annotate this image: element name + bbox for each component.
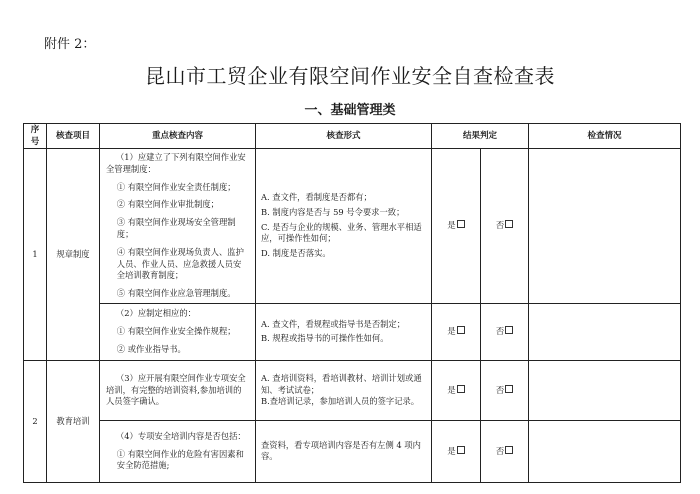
yes-label: 是 [447, 220, 456, 231]
key-item: ② 有限空间作业审批制度； [116, 199, 219, 210]
form-line: D. 制度是否落实。 [261, 248, 331, 259]
item-cell: 规章制度 [47, 149, 100, 361]
yes-checkbox[interactable] [457, 385, 465, 393]
key-item: ② 或作业指导书。 [116, 343, 186, 354]
findings-cell[interactable] [529, 360, 681, 420]
yes-checkbox[interactable] [457, 220, 465, 228]
result-yes-cell [432, 360, 481, 420]
form-line: B.查培训记录，参加培训人员的签字记录。 [261, 396, 420, 407]
table-row [24, 360, 681, 420]
item-cell: 教育培训 [47, 360, 100, 482]
table-row [24, 303, 681, 360]
no-checkbox[interactable] [505, 220, 513, 228]
form-line: B. 规程或指导书的可操作性如何。 [261, 333, 389, 344]
check-form-cell [256, 360, 432, 420]
check-form-cell [256, 420, 432, 482]
key-heading: （4）专项安全培训内容是否包括： [115, 430, 246, 441]
key-content-cell [100, 149, 256, 304]
key-item: ① 有限空间作业的危险有害因素和安全防范措施; [116, 448, 244, 471]
yes-label: 是 [447, 384, 456, 395]
findings-cell[interactable] [529, 303, 681, 360]
col-header-key-content: 重点核查内容 [100, 124, 256, 149]
col-header-check-form: 核查形式 [256, 124, 432, 149]
form-line: A. 查文件，看规程或指导书是否制定； [261, 318, 406, 329]
table-row [24, 149, 681, 304]
result-no-cell [481, 303, 529, 360]
key-content-cell [100, 303, 256, 360]
no-label: 否 [495, 384, 505, 395]
col-header-result: 结果判定 [432, 124, 529, 149]
key-content-cell [100, 360, 256, 420]
yes-label: 是 [447, 326, 456, 337]
yes-checkbox[interactable] [457, 326, 465, 334]
no-checkbox[interactable] [505, 326, 513, 334]
no-label: 否 [495, 220, 505, 231]
key-heading: （3）应开展有限空间作业专项安全培训，有完整的培训资料,参加培训的人员签字确认。 [106, 372, 246, 407]
key-item: ④ 有限空间作业现场负责人、监护人员、作业人员、应急救援人员安全培训教育制度； [116, 246, 244, 281]
key-item: ① 有限空间作业安全操作规程； [116, 326, 236, 337]
key-heading: （1）应建立了下列有限空间作业安全管理制度： [106, 152, 246, 174]
key-item: ⑤ 有限空间作业应急管理制度。 [116, 288, 236, 299]
seq-cell: 1 [24, 149, 47, 361]
document-title: 昆山市工贸企业有限空间作业安全自查检查表 [145, 64, 555, 88]
col-header-findings: 检查情况 [529, 124, 681, 149]
col-header-item: 核查项目 [47, 124, 100, 149]
result-no-cell [481, 149, 529, 304]
seq-cell: 2 [24, 360, 47, 482]
form-line: A. 查培训资料，看培训教材、培训计划或通知、考试试卷； [261, 372, 422, 395]
table-row [24, 420, 681, 482]
result-yes-cell [432, 303, 481, 360]
form-line: B. 制度内容是否与 59 号令要求一致； [261, 206, 405, 217]
key-heading: （2）应制定相应的： [115, 308, 196, 319]
key-item: ③ 有限空间作业现场安全管理制度； [116, 217, 236, 240]
key-item: ① 有限空间作业安全责任制度； [116, 181, 236, 192]
yes-label: 是 [447, 445, 456, 456]
attachment-label: 附件 2： [44, 37, 96, 52]
key-content-cell [100, 420, 256, 482]
check-form-cell [256, 149, 432, 304]
findings-cell[interactable] [529, 420, 681, 482]
result-yes-cell [432, 420, 481, 482]
section-title: 一、基础管理类 [304, 103, 396, 118]
yes-checkbox[interactable] [457, 446, 465, 454]
no-checkbox[interactable] [505, 446, 513, 454]
form-line: C. 是否与企业的规模、业务、管理水平相适应，可操作性如何； [261, 221, 422, 244]
form-line: 查资料，看专项培训内容是否有左侧 4 项内容。 [261, 439, 421, 462]
result-yes-cell [432, 149, 481, 304]
findings-cell[interactable] [529, 149, 681, 304]
no-label: 否 [495, 445, 505, 456]
checklist-table [23, 123, 681, 483]
result-no-cell [481, 420, 529, 482]
form-line: A. 查文件，看制度是否都有； [261, 192, 372, 203]
no-label: 否 [495, 326, 505, 337]
no-checkbox[interactable] [505, 385, 513, 393]
check-form-cell [256, 303, 432, 360]
result-no-cell [481, 360, 529, 420]
col-header-seq: 序号 [24, 124, 47, 149]
header-row [24, 124, 681, 149]
